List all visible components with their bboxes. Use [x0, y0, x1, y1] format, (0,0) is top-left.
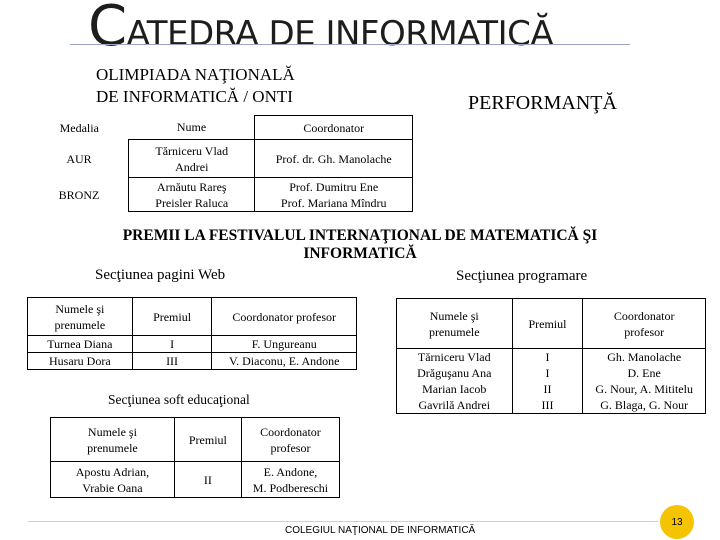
table-header-row — [30, 116, 413, 140]
page-title — [88, 0, 553, 59]
header-prize: Premiul — [512, 299, 583, 349]
table-row — [397, 365, 706, 381]
festival-heading-line1: PREMII LA FESTIVALUL INTERNAŢIONAL DE MATEMATICĂ ŞI — [122, 227, 598, 244]
coordinator-cell: F. Ungureanu — [212, 336, 357, 353]
table-header-row — [28, 298, 357, 336]
name-cell: Arnăutu Rareş Preisler Raluca — [129, 178, 255, 212]
header-prize: Premiul — [174, 418, 241, 462]
page-number: 13 — [671, 516, 683, 528]
prize-cell: I — [512, 365, 583, 381]
coordinator-cell: Prof. Dumitru Ene Prof. Mariana Mîndru — [255, 178, 413, 212]
festival-heading-line2: INFORMATICĂ — [303, 245, 417, 262]
table-row — [30, 140, 413, 178]
table-row — [28, 336, 357, 353]
header-coordinator: Coordonator — [255, 116, 413, 140]
title-underline — [70, 44, 630, 45]
performance-heading: PERFORMANŢĂ — [468, 92, 617, 114]
header-name: Numele şi prenumele — [28, 298, 133, 336]
name-cell: Drăguşanu Ana — [397, 365, 513, 381]
header-coordinator: Coordonator profesor — [212, 298, 357, 336]
prize-cell: II — [512, 381, 583, 397]
olympiad-table — [30, 115, 413, 212]
footer-divider — [28, 521, 658, 522]
page-number-badge — [660, 505, 694, 539]
prize-cell: II — [174, 462, 241, 498]
header-name: Nume — [176, 120, 207, 135]
table-row — [397, 381, 706, 397]
header-name: Numele şi prenumele — [397, 299, 513, 349]
header-coordinator: Coordonator profesor — [241, 418, 339, 462]
name-cell: Tărniceru Vlad Andrei — [129, 140, 255, 178]
table-row — [30, 178, 413, 212]
name-cell: Apostu Adrian, Vrabie Oana — [51, 462, 175, 498]
name-cell: Marian Iacob — [397, 381, 513, 397]
olympiad-heading — [96, 64, 295, 108]
coordinator-cell: Prof. dr. Gh. Manolache — [255, 140, 413, 178]
olympiad-heading-line1: OLIMPIADA NAŢIONALĂ — [96, 65, 295, 84]
table-row — [397, 349, 706, 366]
coordinator-cell: G. Nour, A. Mititelu — [583, 381, 706, 397]
page-title-rest: ATEDRA DE INFORMATICĂ — [126, 14, 554, 54]
name-cell: Gavrilă Andrei — [397, 397, 513, 414]
prize-cell: I — [132, 336, 212, 353]
header-coordinator: Coordonator profesor — [583, 299, 706, 349]
soft-table — [50, 417, 340, 498]
header-prize: Premiul — [132, 298, 212, 336]
coordinator-cell: E. Andone, M. Podbereschi — [241, 462, 339, 498]
coordinator-cell: Gh. Manolache — [583, 349, 706, 366]
name-cell: Turnea Diana — [28, 336, 133, 353]
medal-cell: BRONZ — [58, 187, 100, 202]
table-row — [397, 397, 706, 414]
prize-cell: III — [132, 353, 212, 370]
programming-table — [396, 298, 706, 414]
prize-cell: I — [512, 349, 583, 366]
name-cell: Tărniceru Vlad — [397, 349, 513, 366]
header-name: Numele şi prenumele — [51, 418, 175, 462]
coordinator-cell: V. Diaconu, E. Andone — [212, 353, 357, 370]
web-table — [27, 297, 357, 370]
programming-section-heading: Secţiunea programare — [456, 268, 588, 284]
festival-heading — [0, 227, 720, 263]
coordinator-cell: D. Ene — [583, 365, 706, 381]
olympiad-heading-line2: DE INFORMATICĂ / ONTI — [96, 87, 293, 106]
table-header-row — [51, 418, 340, 462]
table-header-row — [397, 299, 706, 349]
table-row — [51, 462, 340, 498]
soft-section-heading: Secţiunea soft educaţional — [108, 392, 250, 407]
page-title-initial: C — [88, 0, 127, 59]
web-section-heading: Secţiunea pagini Web — [95, 267, 226, 283]
coordinator-cell: G. Blaga, G. Nour — [583, 397, 706, 414]
footer-school: COLEGIUL NAŢIONAL DE INFORMATICĂ — [285, 525, 476, 536]
name-cell: Husaru Dora — [28, 353, 133, 370]
header-medal: Medalia — [59, 120, 99, 135]
prize-cell: III — [512, 397, 583, 414]
table-row — [28, 353, 357, 370]
medal-cell: AUR — [66, 151, 92, 166]
